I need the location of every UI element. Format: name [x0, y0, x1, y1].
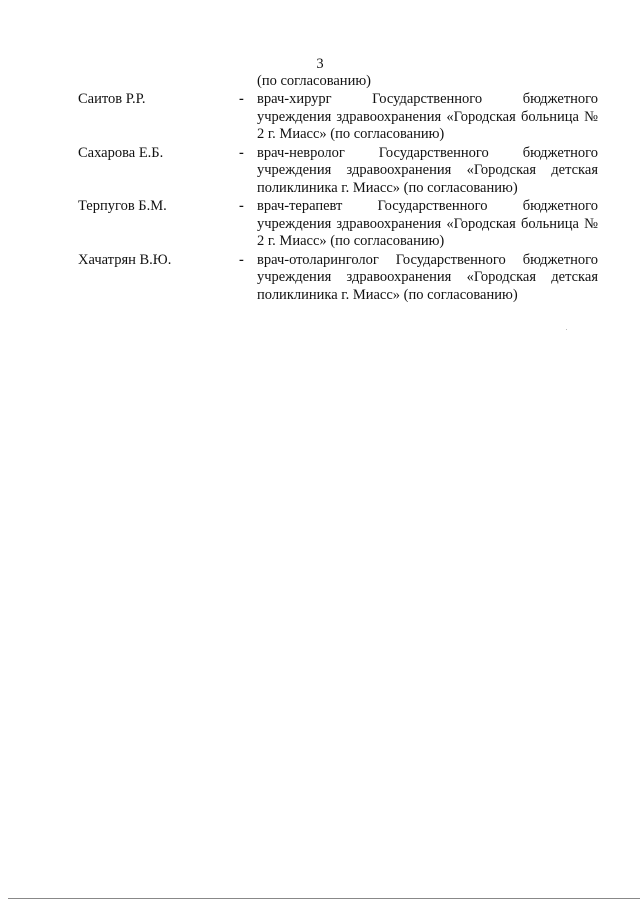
scan-speck: [566, 329, 567, 330]
member-name: Хачатрян В.Ю.: [78, 251, 172, 268]
member-row: [0, 252, 640, 305]
member-row: [0, 91, 640, 144]
member-row: [0, 145, 640, 198]
member-name: Терпугов Б.М.: [78, 198, 167, 214]
member-name: Саитов Р.Р.: [78, 91, 146, 107]
member-dash: -: [239, 91, 244, 107]
member-dash: -: [239, 144, 244, 161]
member-role: врач-невролог Государственного бюджетного учреждения здравоохранения «Городская детская поликлиника г. Миасс» (по согласованию): [257, 144, 598, 196]
member-role: врач-отоларинголог Государственного бюджетного учреждения здравоохранения «Городская детская поликлиника г. Миасс» (по согласованию): [257, 251, 598, 303]
member-role: врач-хирург Государственного бюджетного учреждения здравоохранения «Городская больница № 2 г. Миасс» (по согласованию): [257, 91, 598, 142]
member-role: врач-терапевт Государственного бюджетного учреждения здравоохранения «Городская больница № 2 г. Миасс» (по согласованию): [257, 198, 598, 249]
member-dash: -: [239, 198, 244, 214]
member-row: [0, 198, 640, 251]
member-name: Сахарова Е.Б.: [78, 144, 164, 161]
page-number: 3: [316, 56, 324, 72]
member-dash: -: [239, 251, 244, 268]
member-list: [0, 91, 640, 305]
bottom-rule: [8, 898, 640, 899]
continuation-text: (по согласованию): [257, 73, 371, 89]
